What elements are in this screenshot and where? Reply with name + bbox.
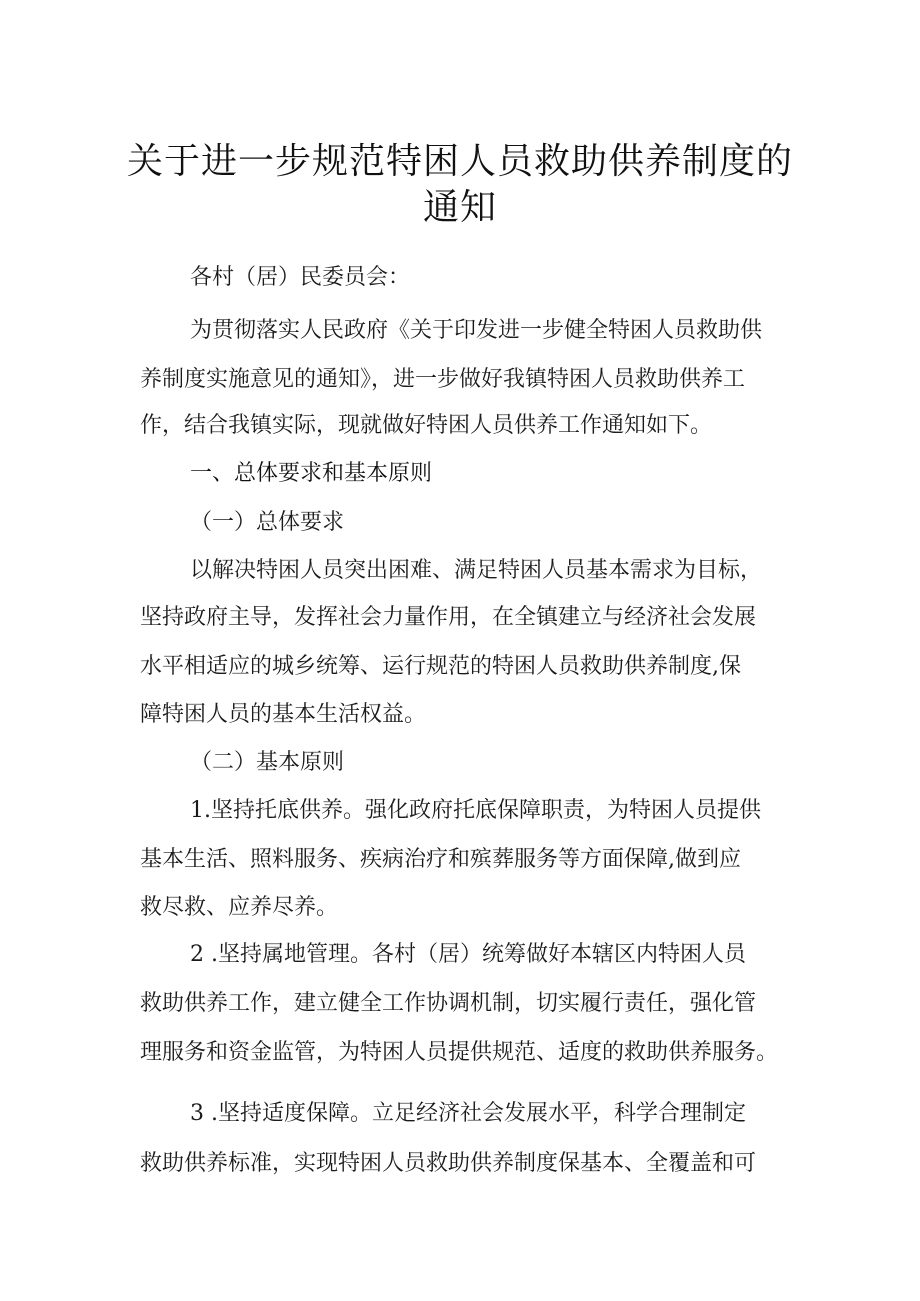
document-title-line1: 关于进一步规范特困人员救助供养制度的 bbox=[126, 141, 793, 182]
sub1-body-line: 水平相适应的城乡统筹、运行规范的特困人员救助供养制度,保 bbox=[140, 654, 741, 679]
principle2-line: 理服务和资金监管，为特困人员提供规范、适度的救助供养服务。 bbox=[140, 1040, 779, 1065]
principle2-line: 救助供养工作，建立健全工作协调机制，切实履行责任，强化管 bbox=[140, 991, 757, 1016]
document-title-line2: 通知 bbox=[422, 187, 497, 228]
section1-heading: 一、总体要求和基本原则 bbox=[190, 461, 433, 486]
principle1-line: 基本生活、照料服务、疾病治疗和殡葬服务等方面保障,做到应 bbox=[140, 847, 741, 872]
principle3-line: 3 .坚持适度保障。立足经济社会发展水平，科学合理制定 bbox=[190, 1101, 746, 1126]
principle1-line: 救尽救、应养尽养。 bbox=[140, 895, 339, 920]
intro-line: 作，结合我镇实际，现就做好特困人员供养工作通知如下。 bbox=[140, 413, 713, 438]
sub2-heading: （二）基本原则 bbox=[190, 750, 345, 775]
salutation: 各村（居）民委员会： bbox=[190, 265, 411, 290]
principle1-line: 1.坚持托底供养。强化政府托底保障职责，为特困人员提供 bbox=[190, 798, 761, 823]
sub1-body-line: 以解决特困人员突出困难、满足特困人员基本需求为目标， bbox=[190, 558, 763, 583]
principle3-line: 救助供养标准，实现特困人员救助供养制度保基本、全覆盖和可 bbox=[140, 1151, 757, 1176]
sub1-body-line: 坚持政府主导，发挥社会力量作用，在全镇建立与经济社会发展 bbox=[140, 605, 757, 630]
intro-line: 为贯彻落实人民政府《关于印发进一步健全特困人员救助供 bbox=[190, 318, 763, 343]
sub1-body-line: 障特困人员的基本生活权益。 bbox=[140, 702, 427, 727]
principle2-line: 2 .坚持属地管理。各村（居）统筹做好本辖区内特困人员 bbox=[190, 942, 746, 967]
sub1-heading: （一）总体要求 bbox=[190, 510, 345, 535]
intro-line: 养制度实施意见的通知》，进一步做好我镇特困人员救助供养工 bbox=[140, 367, 746, 392]
